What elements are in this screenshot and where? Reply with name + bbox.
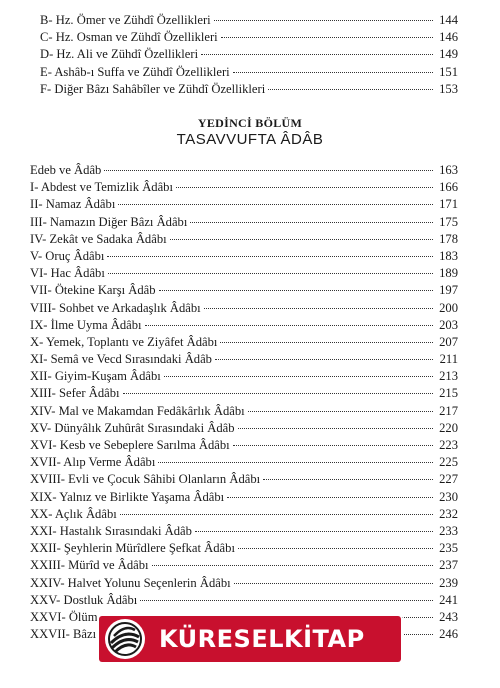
dot-leader [190,222,433,223]
dot-leader [227,497,433,498]
toc-entry-page: 233 [439,523,458,538]
chapter-heading [0,116,500,149]
toc-entry[interactable] [30,420,458,437]
dot-leader [238,428,433,429]
dot-leader [248,411,433,412]
dot-leader [140,600,433,601]
toc-entry-label: XIII- Sefer Âdâbı [30,386,120,401]
dot-leader [104,170,433,171]
toc-entry-label: V- Oruç Âdâbı [30,248,105,263]
toc-entry[interactable] [40,64,458,81]
toc-entry-page: 183 [439,248,458,263]
toc-entry[interactable] [30,385,458,402]
toc-entry-label: I- Abdest ve Temizlik Âdâbı [30,180,173,195]
toc-entry-label: E- Ashâb-ı Suffa ve Zühdî Özellikleri [40,64,230,79]
dot-leader [221,37,433,38]
toc-entry-page: 146 [439,30,458,45]
toc-entry[interactable] [40,81,458,98]
toc-entry[interactable] [30,214,458,231]
toc-entry-label: IV- Zekât ve Sadaka Âdâbı [30,231,167,246]
dot-leader [214,20,433,21]
toc-entry-page: 153 [439,81,458,96]
toc-entry[interactable] [30,592,458,609]
toc-entry[interactable] [30,454,458,471]
toc-entry[interactable] [30,179,458,196]
toc-entry-page: 227 [439,472,458,487]
toc-entry-page: 171 [439,197,458,212]
toc-entry-label: VII- Ötekine Karşı Âdâb [30,283,156,298]
dot-leader [118,204,433,205]
toc-entry-label: XXI- Hastalık Sırasındaki Âdâb [30,523,192,538]
toc-entry-page: 213 [439,369,458,384]
toc-entry[interactable] [30,300,458,317]
toc-entry-page: 241 [439,592,458,607]
dot-leader [195,531,433,532]
toc-entry-label: IX- İlme Uyma Âdâbı [30,317,142,332]
toc-entry-page: 230 [439,489,458,504]
dot-leader [123,393,433,394]
toc-main-section [30,162,458,643]
toc-entry[interactable] [40,12,458,29]
dot-leader [107,256,433,257]
toc-entry-label: X- Yemek, Toplantı ve Ziyâfet Âdâbı [30,334,218,349]
toc-entry-page: 215 [439,386,458,401]
toc-entry-label: XXVII- Bâzı [30,627,97,642]
toc-entry-label: VIII- Sohbet ve Arkadaşlık Âdâbı [30,300,201,315]
toc-entry[interactable] [30,196,458,213]
toc-entry-page: 220 [439,420,458,435]
toc-entry[interactable] [30,540,458,557]
chapter-label: YEDİNCİ BÖLÜM [197,116,303,130]
toc-entry-label: XX- Açlık Âdâbı [30,506,117,521]
dot-leader [152,565,433,566]
toc-entry-page: 149 [439,47,458,62]
toc-top-section [40,12,458,98]
toc-entry-page: 225 [439,455,458,470]
dot-leader [204,308,433,309]
toc-entry[interactable] [30,317,458,334]
dot-leader [215,359,433,360]
toc-entry-label: II- Namaz Âdâbı [30,197,116,212]
toc-entry-label: XXIII- Mürîd ve Âdâbı [30,558,149,573]
toc-entry-page: 200 [439,300,458,315]
toc-entry-label: XIX- Yalnız ve Birlikte Yaşama Âdâbı [30,489,225,504]
dot-leader [268,89,433,90]
toc-entry-page: 207 [439,334,458,349]
toc-entry-label: XVII- Alıp Verme Âdâbı [30,455,156,470]
toc-entry[interactable] [30,437,458,454]
toc-entry-page: 232 [439,506,458,521]
toc-entry-label: III- Namazın Diğer Bâzı Âdâbı [30,214,188,229]
toc-entry-label: XVIII- Evli ve Çocuk Sâhibi Olanların Âdâbı [30,472,261,487]
toc-entry-label: XV- Dünyâlık Zuhûrât Sırasındaki Âdâb [30,420,235,435]
dot-leader [158,462,433,463]
toc-entry-page: 197 [439,283,458,298]
toc-entry-label: F- Diğer Bâzı Sahâbîler ve Zühdî Özellikleri [40,81,266,96]
dot-leader [201,54,433,55]
toc-entry-label: XXV- Dostluk Âdâbı [30,592,138,607]
toc-entry[interactable] [30,162,458,179]
toc-entry-page: 151 [439,64,458,79]
toc-entry[interactable] [30,506,458,523]
toc-entry-label: D- Hz. Ali ve Zühdî Özellikleri [40,47,199,62]
toc-entry[interactable] [30,248,458,265]
toc-entry-page: 178 [439,231,458,246]
toc-entry-page: 163 [439,163,458,177]
toc-entry-page: 235 [439,541,458,556]
dot-leader [234,583,433,584]
dot-leader [263,479,433,480]
globe-icon [105,619,145,659]
toc-entry[interactable] [30,523,458,540]
dot-leader [159,290,433,291]
toc-entry-label: XVI- Kesb ve Sebeplere Sarılma Âdâbı [30,438,230,452]
toc-entry[interactable] [30,471,458,488]
toc-entry-label: Edeb ve Âdâb [30,163,102,177]
dot-leader [238,548,433,549]
watermark-logo [99,616,401,662]
dot-leader [233,445,433,446]
toc-entry-page: 246 [439,627,458,642]
toc-entry[interactable] [40,46,458,63]
toc-entry[interactable] [30,265,458,282]
toc-entry-page: 223 [439,438,458,452]
toc-entry[interactable] [30,575,458,592]
toc-entry-label: XXVI- Ölüm [30,609,98,624]
toc-entry-page: 189 [439,266,458,281]
toc-entry-label: B- Hz. Ömer ve Zühdî Özellikleri [40,13,211,27]
toc-entry-label: XXIV- Halvet Yolunu Seçenlerin Âdâbı [30,575,231,590]
toc-entry[interactable] [30,368,458,385]
toc-entry-page: 239 [439,575,458,590]
toc-entry-page: 175 [439,214,458,229]
toc-entry[interactable] [30,351,458,368]
dot-leader [170,239,433,240]
toc-entry[interactable] [30,557,458,574]
dot-leader [233,72,433,73]
toc-entry-label: XIV- Mal ve Makamdan Fedâkârlık Âdâbı [30,403,245,418]
toc-entry[interactable] [30,403,458,420]
watermark-text: KÜRESELKİTAP [159,625,365,653]
toc-entry-page: 211 [439,352,458,367]
dot-leader [164,376,433,377]
toc-entry-page: 144 [439,13,458,27]
toc-entry-label: XII- Giyim-Kuşam Âdâbı [30,369,161,384]
toc-entry[interactable] [40,29,458,46]
toc-entry-page: 203 [439,317,458,332]
toc-entry-label: XXII- Şeyhlerin Mürîdlere Şefkat Âdâbı [30,541,235,556]
toc-entry-page: 237 [439,558,458,573]
dot-leader [176,187,433,188]
toc-entry[interactable] [30,334,458,351]
dot-leader [108,273,433,274]
toc-entry[interactable] [30,231,458,248]
toc-entry-label: XI- Semâ ve Vecd Sırasındaki Âdâb [30,352,212,367]
chapter-title: TASAVVUFTA ÂDÂB [176,131,324,148]
toc-entry-page: 217 [439,403,458,418]
toc-entry-label: VI- Hac Âdâbı [30,266,105,281]
toc-entry[interactable] [30,489,458,506]
toc-entry[interactable] [30,282,458,299]
dot-leader [120,514,433,515]
toc-entry-page: 166 [439,180,458,195]
dot-leader [145,325,433,326]
dot-leader [220,342,433,343]
toc-entry-page: 243 [439,609,458,624]
toc-entry-label: C- Hz. Osman ve Zühdî Özellikleri [40,30,218,45]
